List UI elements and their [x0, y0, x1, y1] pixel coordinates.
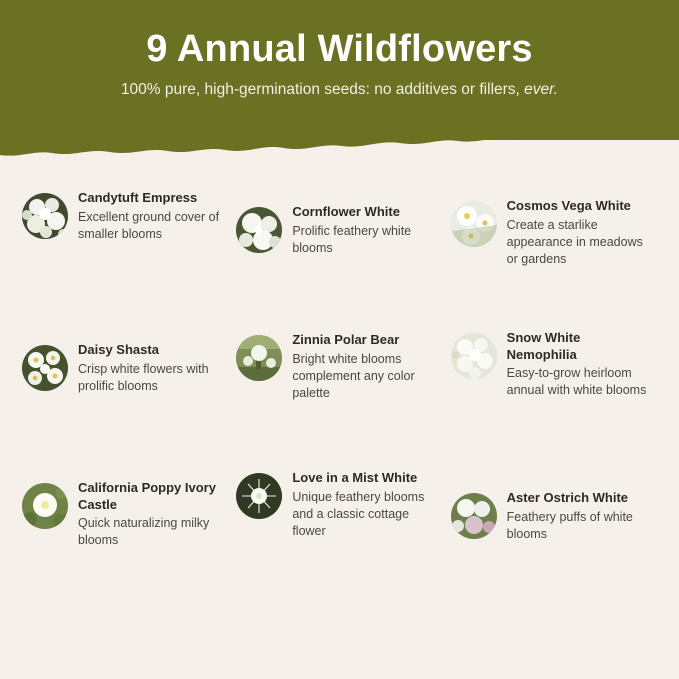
flower-description: Excellent ground cover of smaller blooms	[78, 209, 220, 241]
flower-text	[292, 332, 438, 402]
flower-name: Candytuft Empress	[78, 190, 198, 205]
flower-grid	[0, 190, 679, 610]
page-title: 9 Annual Wildflowers	[146, 28, 533, 70]
list-item	[236, 190, 442, 330]
zinnia-polar-bear-photo	[236, 335, 282, 381]
flower-description: Create a starlike appearance in meadows or gardens	[506, 217, 643, 266]
list-item	[451, 470, 657, 610]
flower-name: Cosmos Vega White	[506, 198, 631, 213]
flower-description: Prolific feathery white blooms	[292, 223, 412, 255]
list-item	[22, 470, 228, 610]
california-poppy-ivory-castle-photo	[22, 483, 68, 529]
cosmos-vega-white-photo	[451, 201, 497, 247]
flower-name: Cornflower White	[292, 204, 400, 219]
flower-name: Love in a Mist White	[292, 470, 418, 485]
flower-description: Bright white blooms complement any color palette	[292, 351, 415, 400]
flower-name: California Poppy Ivory Castle	[78, 480, 216, 512]
flower-text	[78, 342, 224, 395]
candytuft-empress-photo	[22, 193, 68, 239]
page-subtitle	[0, 81, 679, 99]
flower-name: Zinnia Polar Bear	[292, 332, 400, 347]
flower-description: Unique feathery blooms and a classic cottage flower	[292, 489, 425, 538]
flower-text	[292, 470, 438, 540]
list-item	[236, 470, 442, 610]
subtitle-emphasis-text: ever.	[524, 80, 559, 98]
flower-text	[292, 204, 438, 257]
page-header	[0, 0, 679, 158]
flower-text	[507, 330, 653, 400]
list-item	[236, 330, 442, 470]
flower-description: Easy-to-grow heirloom annual with white blooms	[506, 366, 647, 398]
flower-description: Crisp white flowers with prolific blooms	[78, 361, 209, 393]
list-item	[451, 190, 657, 330]
flower-description: Feathery puffs of white blooms	[506, 509, 633, 541]
flower-text	[507, 490, 653, 543]
list-item	[22, 330, 228, 470]
flower-name: Snow White Nemophilia	[506, 330, 581, 362]
flower-text	[507, 198, 653, 268]
snow-white-nemophilia-photo	[451, 333, 497, 379]
daisy-shasta-photo	[22, 345, 68, 391]
flower-name: Aster Ostrich White	[506, 490, 629, 505]
subtitle-main-text: 100% pure, high-germination seeds: no additives or fillers,	[120, 80, 520, 98]
list-item	[451, 330, 657, 470]
aster-ostrich-white-photo	[451, 493, 497, 539]
cornflower-white-photo	[236, 207, 282, 253]
flower-text	[78, 480, 224, 550]
list-item	[22, 190, 228, 330]
torn-paper-edge	[0, 110, 679, 162]
love-in-a-mist-white-photo	[236, 473, 282, 519]
flower-text	[78, 190, 224, 243]
flower-description: Quick naturalizing milky blooms	[78, 516, 210, 548]
flower-name: Daisy Shasta	[78, 342, 159, 357]
